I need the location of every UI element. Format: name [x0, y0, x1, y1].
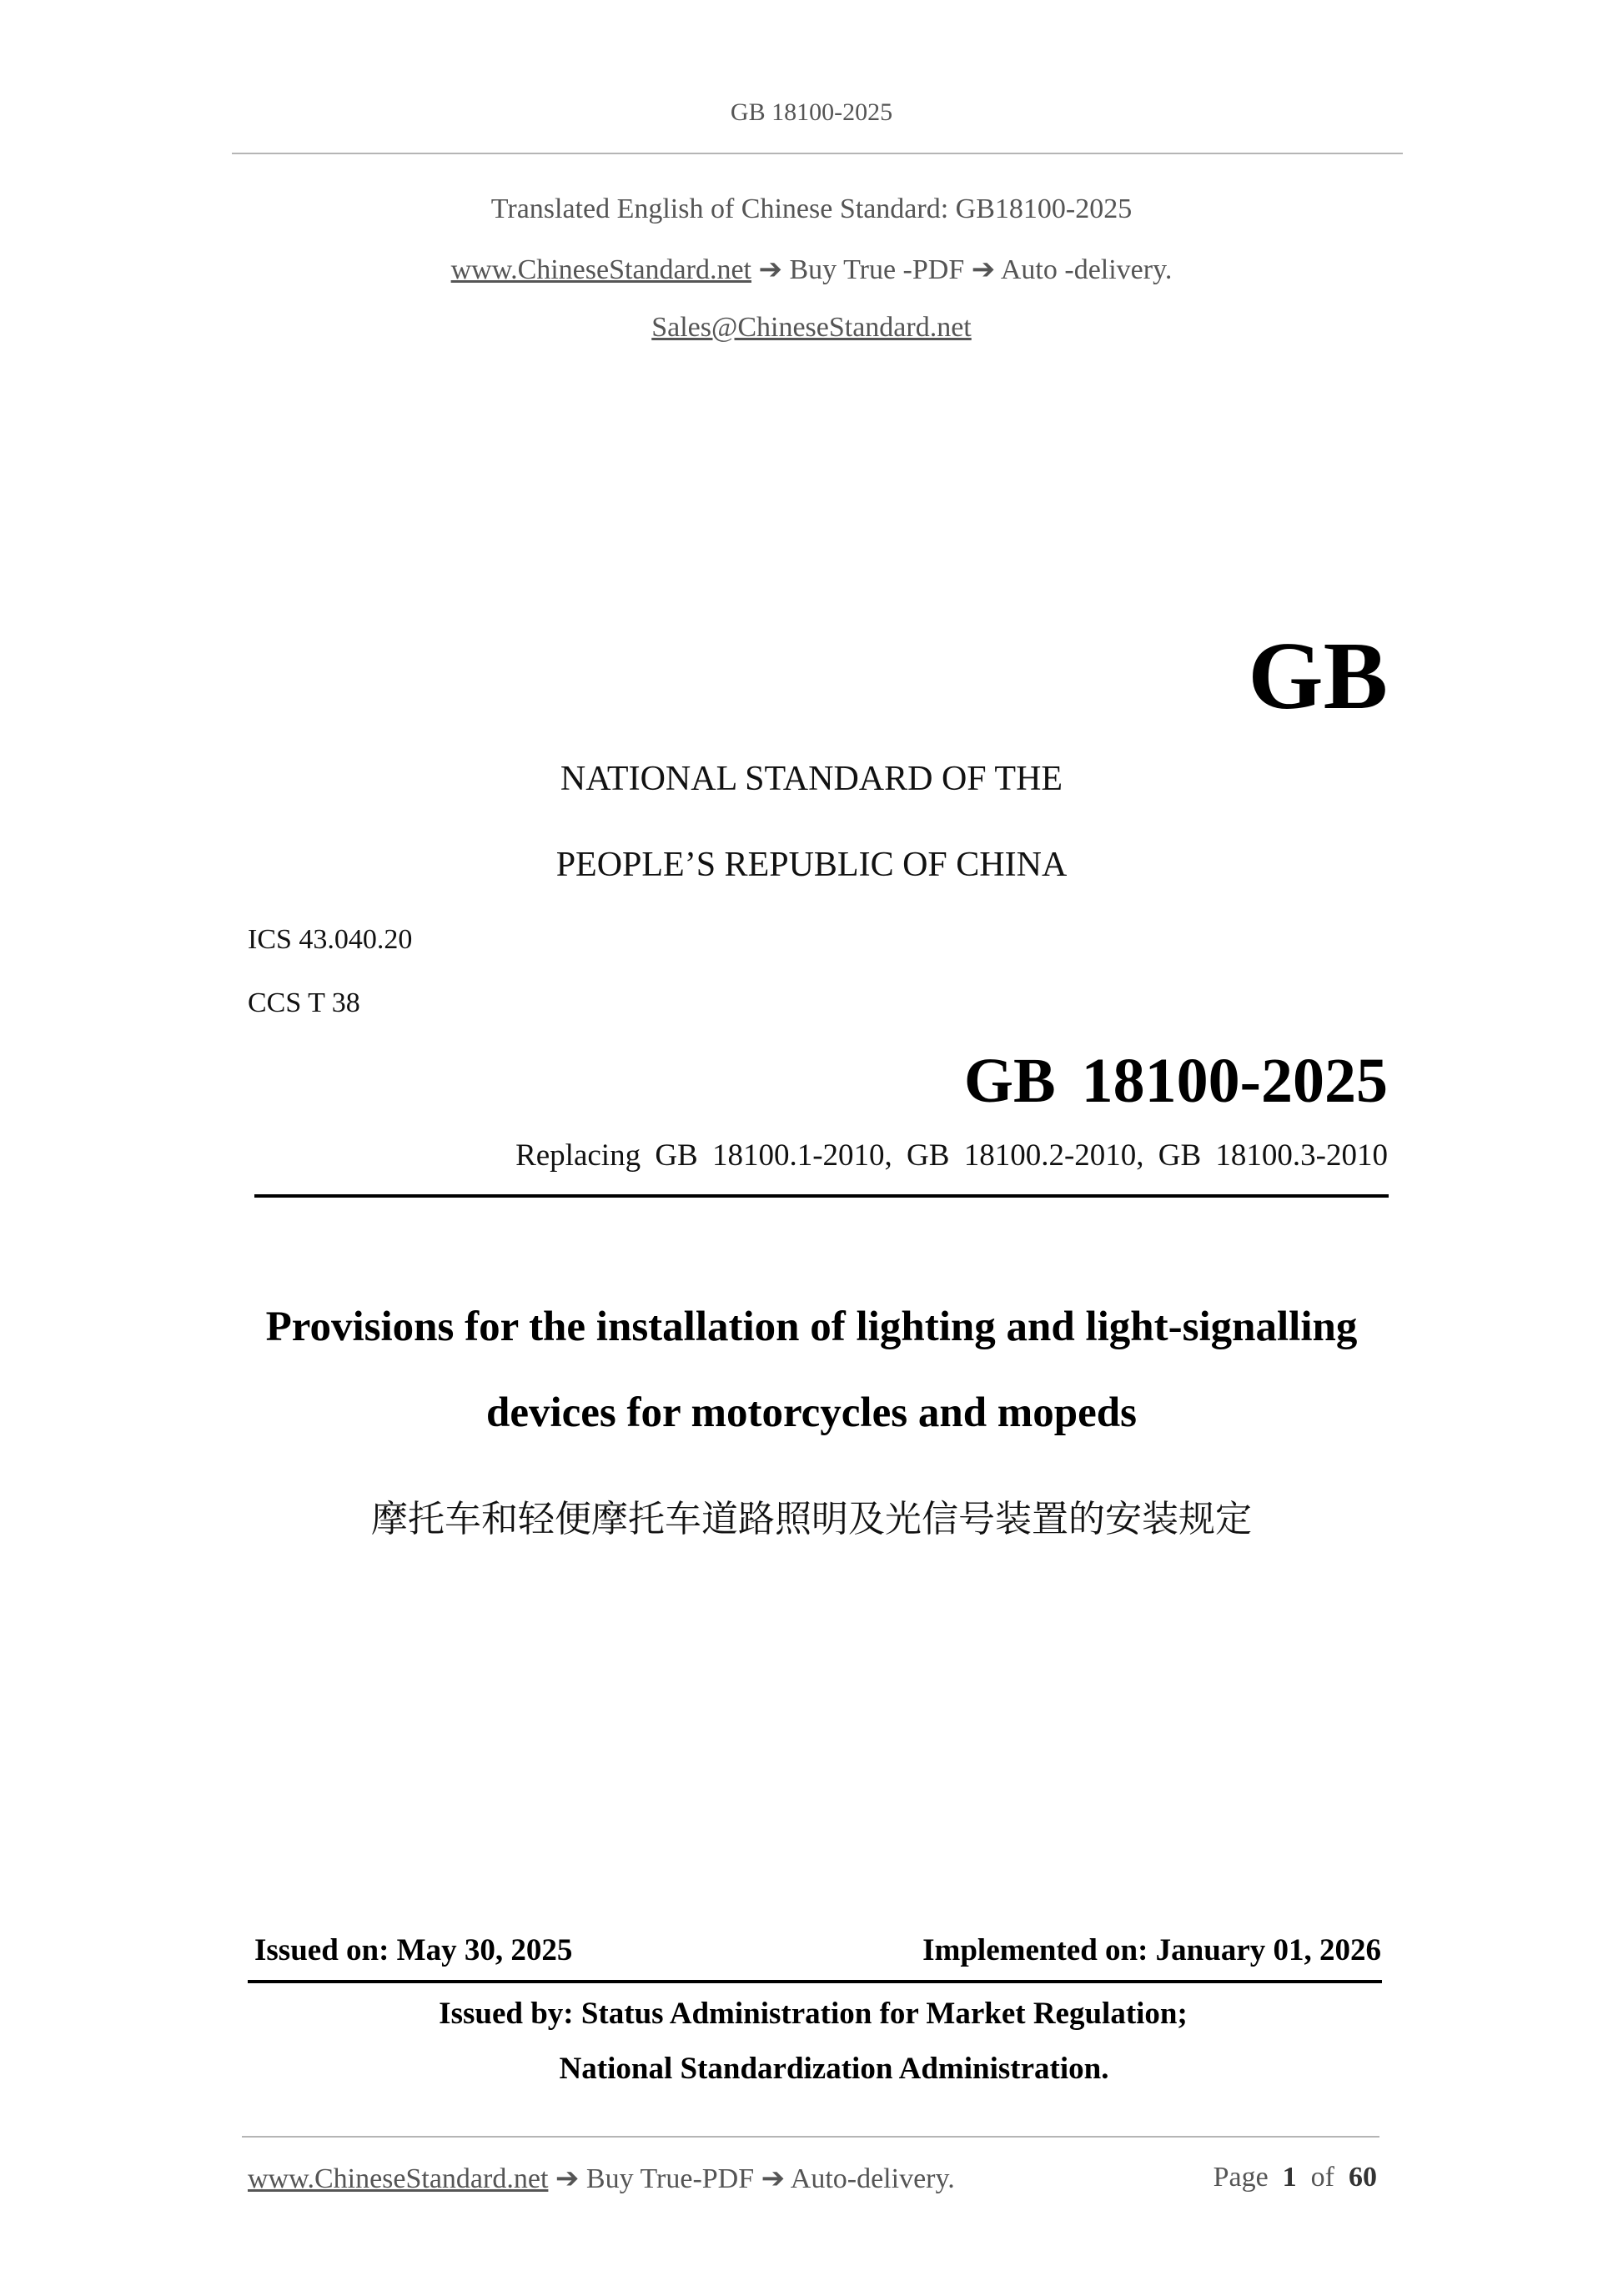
- header-divider: [232, 153, 1403, 154]
- promo-purchase-line: [0, 253, 1623, 286]
- issuing-authority: Issued by: Status Administration for Market Regulation;: [439, 1997, 1188, 2031]
- dates-divider: [248, 1980, 1382, 1983]
- footer-divider: [242, 2136, 1379, 2138]
- title-divider: [254, 1194, 1389, 1198]
- national-standard-heading-2: PEOPLE’S REPUBLIC OF CHINA: [555, 846, 1068, 884]
- ccs-code: CCS T 38: [248, 987, 360, 1018]
- footer-site-link[interactable]: www.ChineseStandard.net: [248, 2163, 549, 2194]
- implemented-on-date: Implemented on: January 01, 2026: [922, 1933, 1381, 1967]
- document-title-chinese: 摩托车和轻便摩托车道路照明及光信号装置的安装规定: [371, 1498, 1252, 1540]
- issued-on-date: Issued on: May 30, 2025: [254, 1933, 573, 1967]
- national-standard-heading: NATIONAL STANDARD OF THE: [560, 760, 1063, 798]
- issuing-authority-2: National Standardization Administration.: [559, 2052, 1109, 2086]
- promo-site-link[interactable]: www.ChineseStandard.net: [450, 254, 751, 285]
- running-header: GB 18100-2025: [730, 98, 893, 126]
- sales-email-link[interactable]: Sales@ChineseStandard.net: [651, 312, 972, 343]
- arrow-icon: ➔: [555, 2163, 580, 2194]
- footer-buy-text: Buy True-PDF: [585, 2163, 755, 2194]
- page-label: Page: [1213, 2162, 1269, 2193]
- replacing-standards: Replacing GB 18100.1-2010, GB 18100.2-2010, GB 18100.3-2010: [515, 1138, 1388, 1173]
- document-title-2: devices for motorcycles and mopeds: [485, 1389, 1138, 1436]
- page-number: [1213, 2162, 1377, 2193]
- footer-promo: [248, 2162, 955, 2195]
- ics-code: ICS 43.040.20: [248, 924, 413, 955]
- page-current: 1: [1282, 2162, 1297, 2193]
- promo-translation-note: Translated English of Chinese Standard: GB18100-2025: [490, 193, 1133, 224]
- promo-delivery-text: Auto -delivery.: [1000, 254, 1173, 285]
- page-total: 60: [1349, 2162, 1377, 2193]
- arrow-icon: ➔: [758, 254, 782, 285]
- standard-number: GB 18100-2025: [963, 1046, 1388, 1116]
- promo-email-line: [0, 312, 1623, 344]
- arrow-icon: ➔: [761, 2163, 786, 2194]
- document-title: Provisions for the installation of lighting and light-signalling: [265, 1304, 1358, 1350]
- promo-buy-text: Buy True -PDF: [789, 254, 965, 285]
- page-of: of: [1310, 2162, 1334, 2193]
- gb-logo: GB: [1248, 623, 1388, 730]
- arrow-icon: ➔: [971, 254, 996, 285]
- footer-delivery-text: Auto-delivery.: [790, 2163, 955, 2194]
